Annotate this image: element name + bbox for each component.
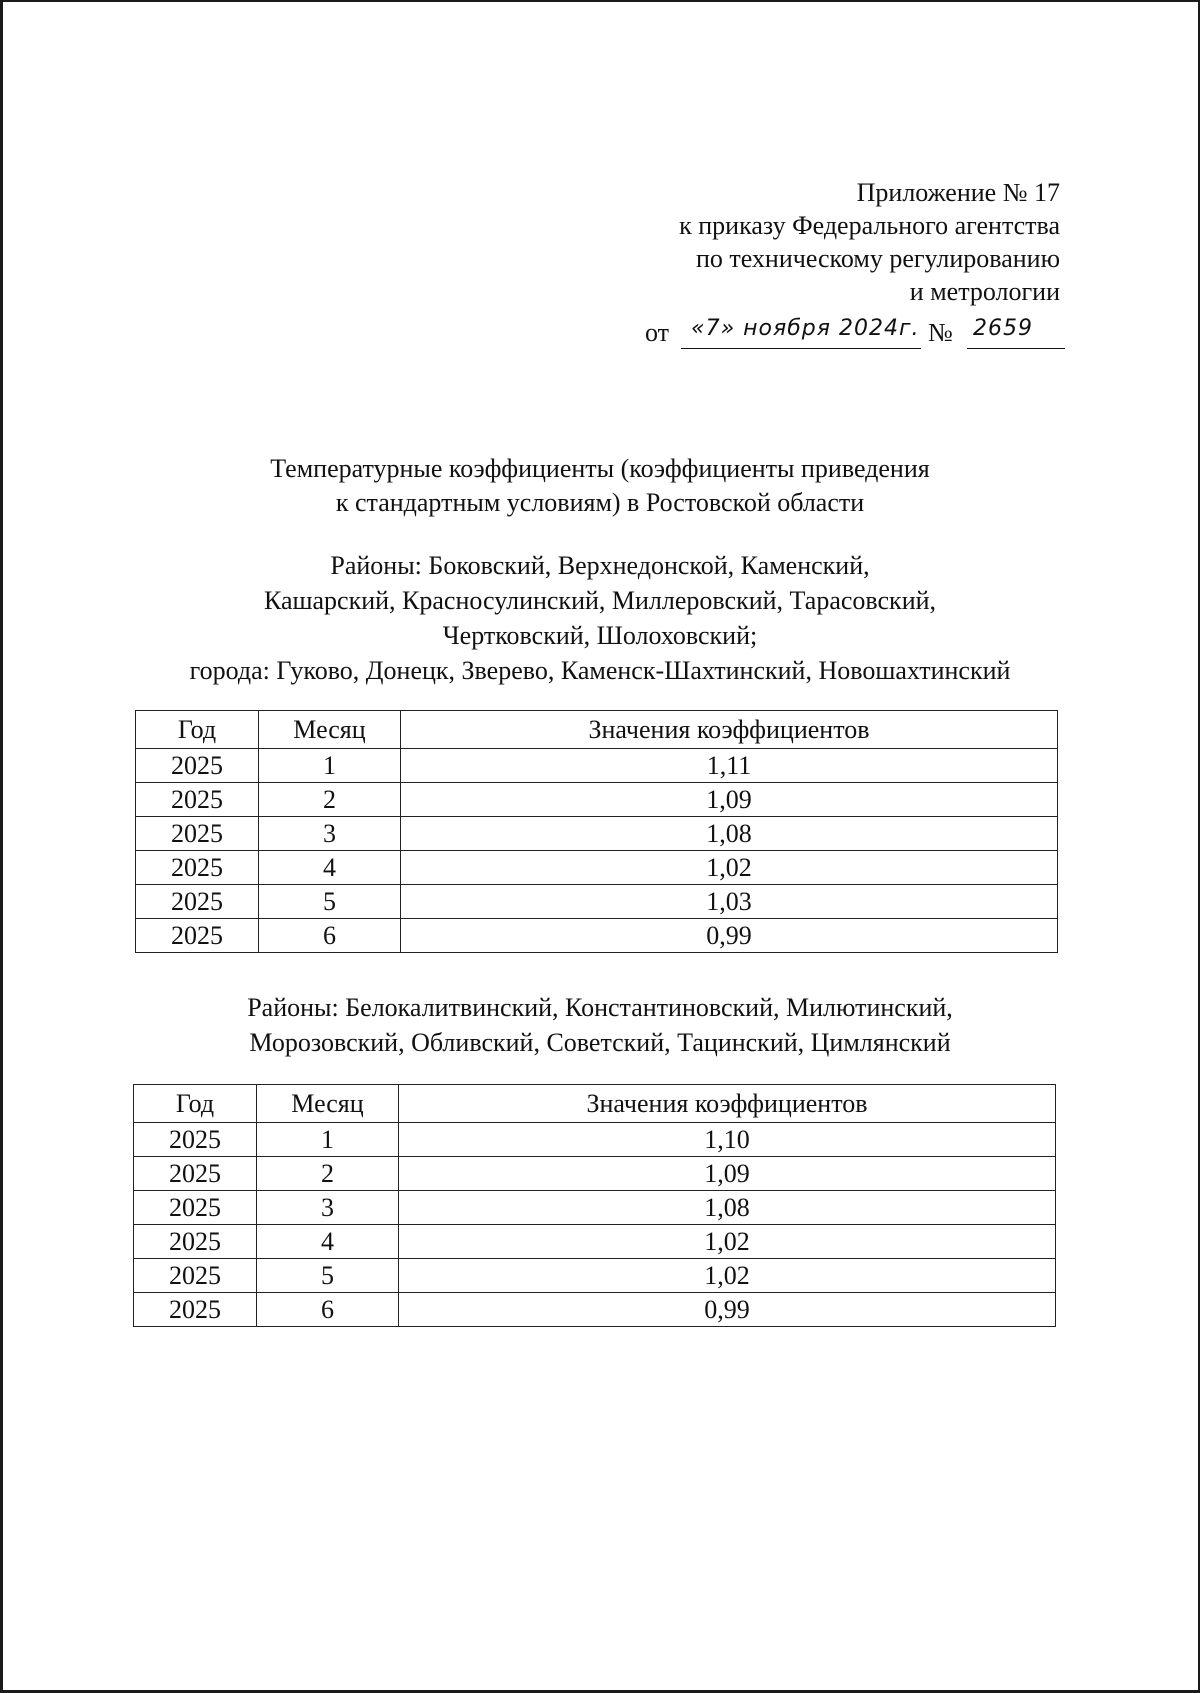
cell-value: 1,03	[401, 885, 1058, 919]
coefficients-table-2	[133, 1084, 1056, 1327]
table-row	[134, 1259, 1056, 1293]
title-line: Температурные коэффициенты (коэффициенты приведения	[270, 454, 930, 483]
header-year: Год	[136, 711, 259, 749]
table-row	[136, 919, 1058, 953]
coefficients-table-1	[135, 710, 1058, 953]
districts-line: Районы: Белокалитвинский, Константиновский, Милютинский,	[247, 993, 953, 1022]
cell-value: 1,02	[399, 1225, 1056, 1259]
cell-value: 0,99	[399, 1293, 1056, 1327]
cell-year: 2025	[136, 749, 259, 783]
cell-month: 6	[257, 1293, 399, 1327]
section-1-districts	[60, 548, 1140, 688]
cell-year: 2025	[136, 919, 259, 953]
districts-line: города: Гуково, Донецк, Зверево, Каменск-Шахтинский, Новошахтинский	[189, 656, 1011, 685]
cell-year: 2025	[136, 783, 259, 817]
cell-year: 2025	[136, 851, 259, 885]
header-value: Значения коэффициентов	[401, 711, 1058, 749]
cell-value: 1,02	[399, 1259, 1056, 1293]
order-from-label: от	[645, 318, 670, 347]
cell-month: 2	[259, 783, 401, 817]
scan-edge	[0, 0, 3, 1693]
section-2-districts	[60, 990, 1140, 1060]
cell-value: 1,08	[401, 817, 1058, 851]
appendix-line: по техническому регулированию	[695, 244, 1060, 273]
cell-year: 2025	[134, 1259, 257, 1293]
cell-month: 4	[259, 851, 401, 885]
cell-year: 2025	[134, 1225, 257, 1259]
table-row	[136, 817, 1058, 851]
cell-value: 1,10	[399, 1123, 1056, 1157]
cell-year: 2025	[134, 1191, 257, 1225]
cell-value: 1,09	[399, 1157, 1056, 1191]
cell-month: 5	[257, 1259, 399, 1293]
cell-month: 1	[257, 1123, 399, 1157]
table-row	[136, 885, 1058, 919]
cell-month: 3	[259, 817, 401, 851]
districts-line: Районы: Боковский, Верхнедонской, Каменский,	[330, 551, 870, 580]
header-month: Месяц	[259, 711, 401, 749]
cell-month: 1	[259, 749, 401, 783]
table-header-row	[134, 1085, 1056, 1123]
order-number-handwritten: 2659	[973, 316, 1033, 341]
order-date-handwritten: «7» ноября 2024г.	[691, 316, 920, 341]
appendix-line: к приказу Федерального агентства	[679, 211, 1060, 240]
cell-value: 1,09	[401, 783, 1058, 817]
cell-value: 1,11	[401, 749, 1058, 783]
header-value: Значения коэффициентов	[399, 1085, 1056, 1123]
table-header-row	[136, 711, 1058, 749]
cell-month: 3	[257, 1191, 399, 1225]
cell-value: 0,99	[401, 919, 1058, 953]
cell-value: 1,08	[399, 1191, 1056, 1225]
cell-year: 2025	[136, 885, 259, 919]
header-year: Год	[134, 1085, 257, 1123]
order-date-field	[681, 314, 921, 349]
table-row	[134, 1293, 1056, 1327]
cell-year: 2025	[134, 1123, 257, 1157]
document-title	[100, 452, 1100, 520]
table-row	[134, 1225, 1056, 1259]
districts-line: Кашарский, Красносулинский, Миллеровский, Тарасовский,	[263, 586, 937, 615]
cell-month: 5	[259, 885, 401, 919]
header-month: Месяц	[257, 1085, 399, 1123]
districts-line: Морозовский, Обливский, Советский, Тацинский, Цимлянский	[249, 1028, 951, 1057]
table-row	[134, 1191, 1056, 1225]
cell-year: 2025	[134, 1157, 257, 1191]
title-line: к стандартным условиям) в Ростовской области	[335, 488, 865, 517]
table-row	[134, 1157, 1056, 1191]
table-row	[134, 1123, 1056, 1157]
table-row	[136, 749, 1058, 783]
cell-month: 2	[257, 1157, 399, 1191]
cell-value: 1,02	[401, 851, 1058, 885]
order-number-field	[967, 314, 1065, 349]
cell-month: 4	[257, 1225, 399, 1259]
cell-month: 6	[259, 919, 401, 953]
cell-year: 2025	[134, 1293, 257, 1327]
appendix-line: Приложение № 17	[856, 178, 1060, 207]
order-reference	[645, 314, 1065, 354]
order-number-label: №	[928, 318, 953, 347]
districts-line: Чертковский, Шолоховский;	[442, 621, 758, 650]
scan-edge	[0, 0, 1200, 2]
appendix-header	[540, 176, 1060, 308]
table-row	[136, 783, 1058, 817]
cell-year: 2025	[136, 817, 259, 851]
table-row	[136, 851, 1058, 885]
appendix-line: и метрологии	[909, 277, 1060, 306]
